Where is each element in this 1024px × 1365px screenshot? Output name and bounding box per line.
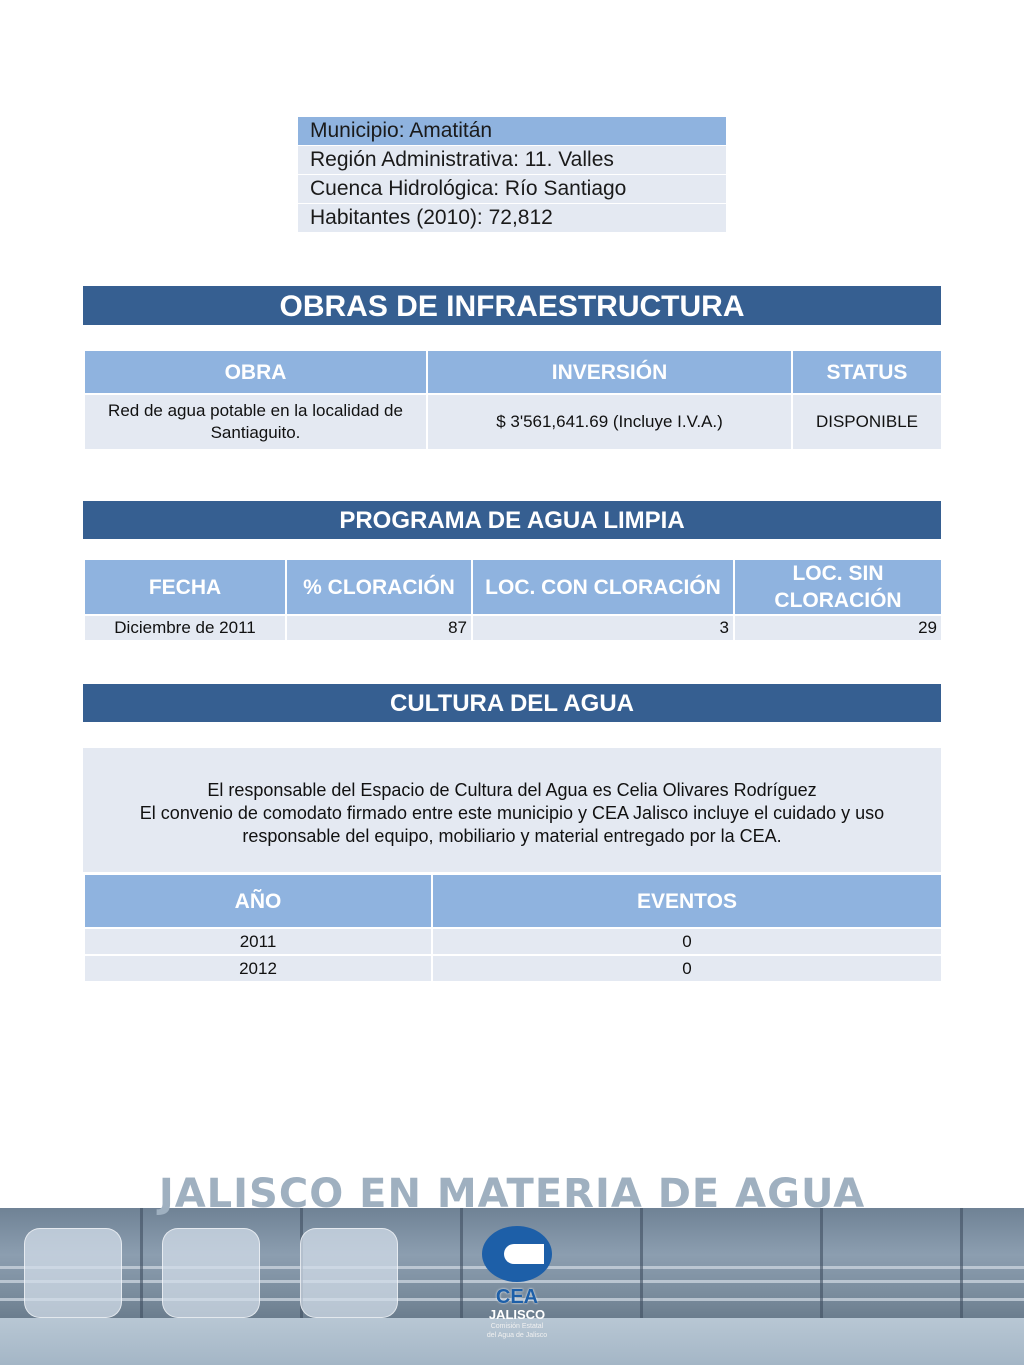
obras-section-title: OBRAS DE INFRAESTRUCTURA xyxy=(83,286,941,325)
agua-header-cloracion: % CLORACIÓN xyxy=(286,559,472,615)
eventos-header-eventos: EVENTOS xyxy=(432,874,942,928)
municipio-cell: Municipio: Amatitán xyxy=(298,117,726,146)
agua-header-fecha: FECHA xyxy=(84,559,286,615)
cultura-responsable-text: El responsable del Espacio de Cultura del Agua es Celia Olivares Rodríguez xyxy=(207,780,817,800)
agua-limpia-section-title: PROGRAMA DE AGUA LIMPIA xyxy=(83,501,941,539)
obras-header-status: STATUS xyxy=(792,350,942,394)
eventos-cell-ano: 2012 xyxy=(84,955,432,982)
agua-limpia-table xyxy=(83,558,943,642)
agua-cell-con-cloracion: 3 xyxy=(472,615,734,641)
obras-header-inversion: INVERSIÓN xyxy=(427,350,792,394)
footer-tile xyxy=(24,1228,122,1318)
agua-cell-sin-cloracion: 29 xyxy=(734,615,942,641)
obras-cell-inversion: $ 3'561,641.69 (Incluye I.V.A.) xyxy=(427,394,792,450)
habitantes-cell: Habitantes (2010): 72,812 xyxy=(298,204,726,233)
region-cell: Región Administrativa: 11. Valles xyxy=(298,146,726,175)
table-row xyxy=(84,615,942,641)
footer-tile xyxy=(162,1228,260,1318)
table-row xyxy=(84,394,942,450)
cultura-convenio-text: El convenio de comodato firmado entre este municipio y CEA Jalisco incluye el cuidado y uso responsable del equipo, mobiliario y material entregado por la CEA. xyxy=(139,803,885,846)
footer-title: JALISCO EN MATERIA DE AGUA xyxy=(158,1171,866,1217)
eventos-header-ano: AÑO xyxy=(84,874,432,928)
eventos-cell-eventos: 0 xyxy=(432,928,942,955)
cultura-description-box xyxy=(83,748,941,872)
agua-cell-fecha: Diciembre de 2011 xyxy=(84,615,286,641)
agua-header-con-cloracion: LOC. CON CLORACIÓN xyxy=(472,559,734,615)
eventos-table xyxy=(83,873,943,983)
municipality-info-table xyxy=(298,117,726,233)
cea-jalisco-logo: CEA JALISCO Comisión Estatal del Agua de Jalisco xyxy=(472,1220,562,1360)
obras-cell-obra: Red de agua potable en la localidad de Santiaguito. xyxy=(84,394,427,450)
cea-logo-icon xyxy=(482,1226,552,1282)
table-row xyxy=(84,928,942,955)
cuenca-cell: Cuenca Hidrológica: Río Santiago xyxy=(298,175,726,204)
obras-header-obra: OBRA xyxy=(84,350,427,394)
agua-cell-cloracion: 87 xyxy=(286,615,472,641)
obras-table xyxy=(83,349,943,451)
agua-header-sin-cloracion: LOC. SIN CLORACIÓN xyxy=(734,559,942,615)
eventos-cell-eventos: 0 xyxy=(432,955,942,982)
table-row xyxy=(84,955,942,982)
cultura-section-title: CULTURA DEL AGUA xyxy=(83,684,941,722)
eventos-cell-ano: 2011 xyxy=(84,928,432,955)
obras-cell-status: DISPONIBLE xyxy=(792,394,942,450)
footer-tile xyxy=(300,1228,398,1318)
